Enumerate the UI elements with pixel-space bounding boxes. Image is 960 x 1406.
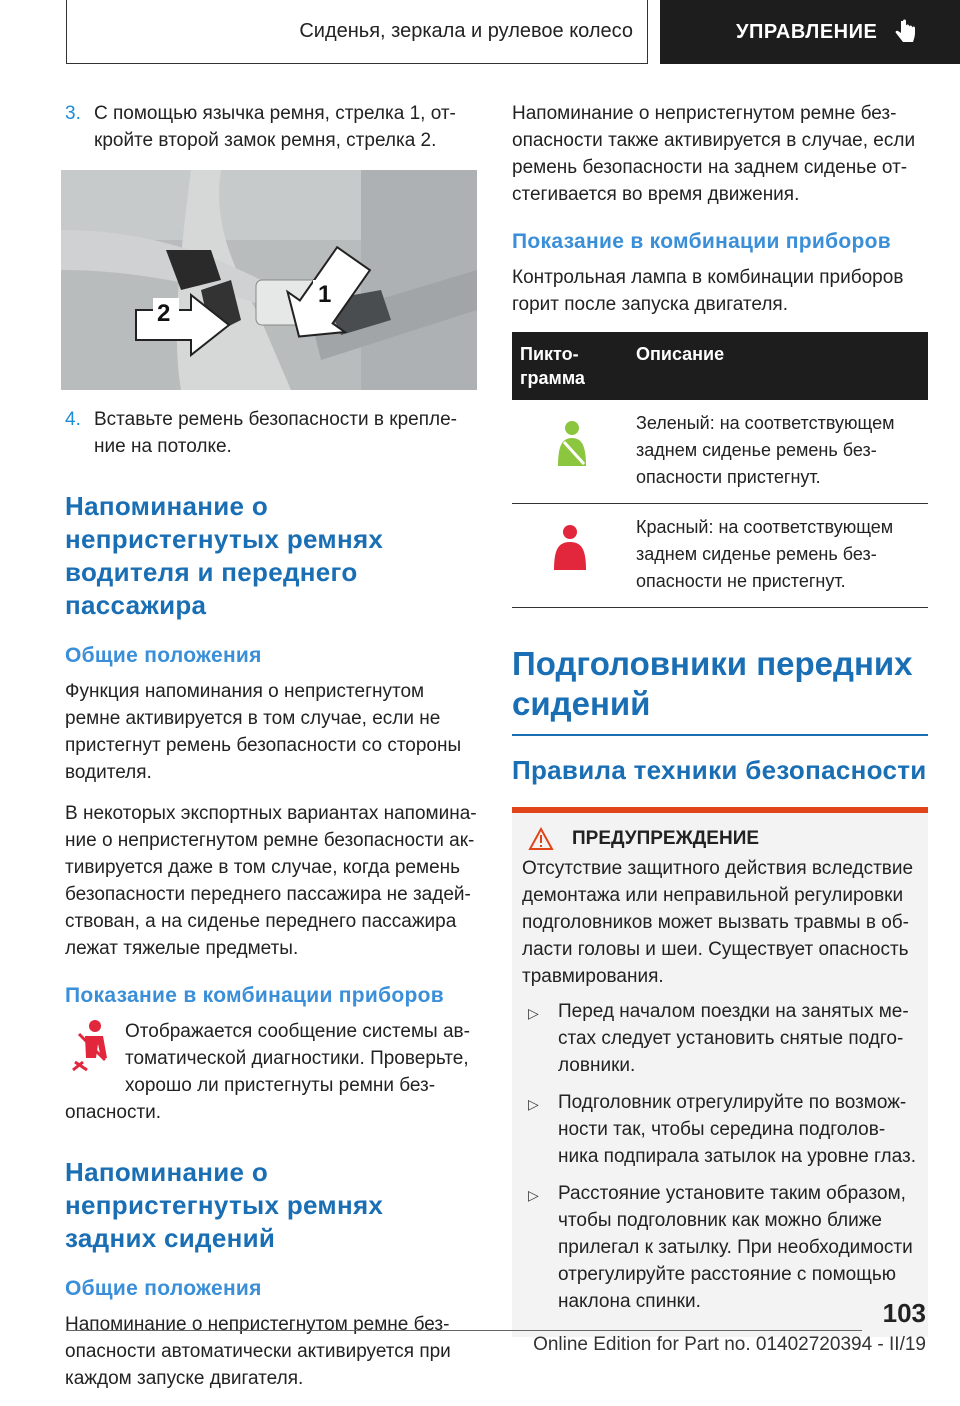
step-4-text: Вставьте ремень безопасности в крепле-ние на потолке. xyxy=(94,409,457,457)
paragraph-rear-continued: Напоминание о непристегнутом ремне без-опасности также активируется в случае, если ремень безопасности на заднем сиденье от-стегивается во время движения. xyxy=(512,103,916,205)
bullet-mark: ▷ xyxy=(528,1187,539,1203)
header-chapter-tab xyxy=(660,0,960,64)
left-column xyxy=(65,100,481,1406)
section-title-text: Сиденья, зеркала и рулевое колесо xyxy=(299,20,633,42)
table-cell-icon xyxy=(512,504,628,608)
step-3-number: 3. xyxy=(65,103,81,124)
heading-instrument-display-1: Показание в комбинации приборов xyxy=(65,984,444,1007)
heading-front-reminder: Напоминание о непристегнутых ремнях водителя и переднего пассажира xyxy=(65,491,384,620)
indicator-table xyxy=(512,332,928,608)
bullet-mark: ▷ xyxy=(528,1005,539,1021)
warning-title xyxy=(522,827,918,851)
header-section-title xyxy=(66,0,648,64)
list-item-text: Перед началом поездки на занятых ме-стах следует установить снятые подго-ловники. xyxy=(558,1001,909,1076)
photo-label-1: 1 xyxy=(318,281,332,308)
table-row xyxy=(512,504,928,608)
step-3 xyxy=(65,100,481,154)
footer-edition: Online Edition for Part no. 01402720394 - II/19 xyxy=(533,1334,926,1355)
step-3-text: С помощью язычка ремня, стрелка 1, от-кройте второй замок ремня, стрелка 2. xyxy=(94,103,456,151)
warning-triangle-icon xyxy=(528,827,554,851)
hand-pointer-icon xyxy=(891,18,919,46)
warning-text: Отсутствие защитного действия вследствие демонтажа или неправильной регулировки подголовников может вызвать травмы в об-ласти головы и шеи. Существует опасность травмирования. xyxy=(522,858,914,987)
indicator-block xyxy=(65,1018,481,1099)
warning-title-text: ПРЕДУПРЕЖДЕНИЕ xyxy=(572,828,760,849)
heading-rear-reminder: Напоминание о непристегнутых ремнях задних сидений xyxy=(65,1157,384,1253)
paragraph-general-2: В некоторых экспортных вариантах напомина-ние о непристегнутом ремне безопасности ак-тивируется даже в том случае, когда ремень безопасности переднего пассажира не задей-ствован, а на сиденье переднего пассажира лежат тяжелые предметы. xyxy=(65,803,477,959)
photo-label-2: 2 xyxy=(157,300,171,327)
paragraph-indicator: Отображается сообщение системы ав-томатической диагностики. Проверьте, хорошо ли пристегнуты ремни без- xyxy=(125,1021,470,1096)
chapter-title-text: УПРАВЛЕНИЕ xyxy=(736,20,878,43)
list-item-text: Расстояние установите таким образом, чтобы подголовник как можно ближе прилегал к затылку. При необходимости отрегулируйте расстояние с помощью наклона спинки. xyxy=(558,1183,913,1312)
warning-box xyxy=(512,807,928,1337)
green-seatbelt-fastened-icon xyxy=(550,420,590,468)
list-item xyxy=(522,1180,918,1315)
paragraph-indicator-end: опасности. xyxy=(65,1102,162,1123)
heading-instrument-display-2: Показание в комбинации приборов xyxy=(512,230,891,253)
list-item xyxy=(522,1089,918,1170)
red-seatbelt-unfastened-icon xyxy=(550,524,590,572)
page-number: 103 xyxy=(882,1298,926,1328)
heading-rule xyxy=(512,734,928,736)
footer-rule xyxy=(66,1330,862,1331)
table-row xyxy=(512,400,928,504)
table-cell-icon xyxy=(512,400,628,504)
seatbelt-warning-icon xyxy=(65,1018,115,1072)
heading-general-1: Общие положения xyxy=(65,644,262,667)
seatbelt-buckle-photo xyxy=(61,170,477,390)
paragraph-rear: Напоминание о непристегнутом ремне без-опасности автоматически активируется при каждом запуске двигателя. xyxy=(65,1314,451,1389)
heading-general-2: Общие положения xyxy=(65,1277,262,1300)
paragraph-lamp: Контрольная лампа в комбинации приборов горит после запуска двигателя. xyxy=(512,267,904,315)
table-header-description: Описание xyxy=(628,332,928,400)
list-item xyxy=(522,998,918,1079)
indicator-icon-cell xyxy=(65,1018,125,1099)
heading-headrests: Подголовники передних сидений xyxy=(512,645,913,722)
table-header-pictogram: Пикто-грамма xyxy=(512,332,628,400)
table-cell-description: Красный: на соответствующем заднем сиденье ремень без-опасности не пристегнут. xyxy=(628,504,928,608)
step-4 xyxy=(65,406,481,460)
right-column xyxy=(512,100,928,1337)
table-cell-description: Зеленый: на соответствующем заднем сиденье ремень без-опасности пристегнут. xyxy=(628,400,928,504)
bullet-mark: ▷ xyxy=(528,1096,539,1112)
paragraph-general-1: Функция напоминания о непристегнутом ремне активируется в том случае, если не пристегнут ремень безопасности со стороны водителя. xyxy=(65,681,462,783)
table-header-row xyxy=(512,332,928,400)
heading-safety: Правила техники безопасности xyxy=(512,755,927,785)
step-4-number: 4. xyxy=(65,409,81,430)
list-item-text: Подголовник отрегулируйте по возмож-ности так, чтобы середина подголов-ника подпирала затылок на уровне глаз. xyxy=(558,1092,916,1167)
